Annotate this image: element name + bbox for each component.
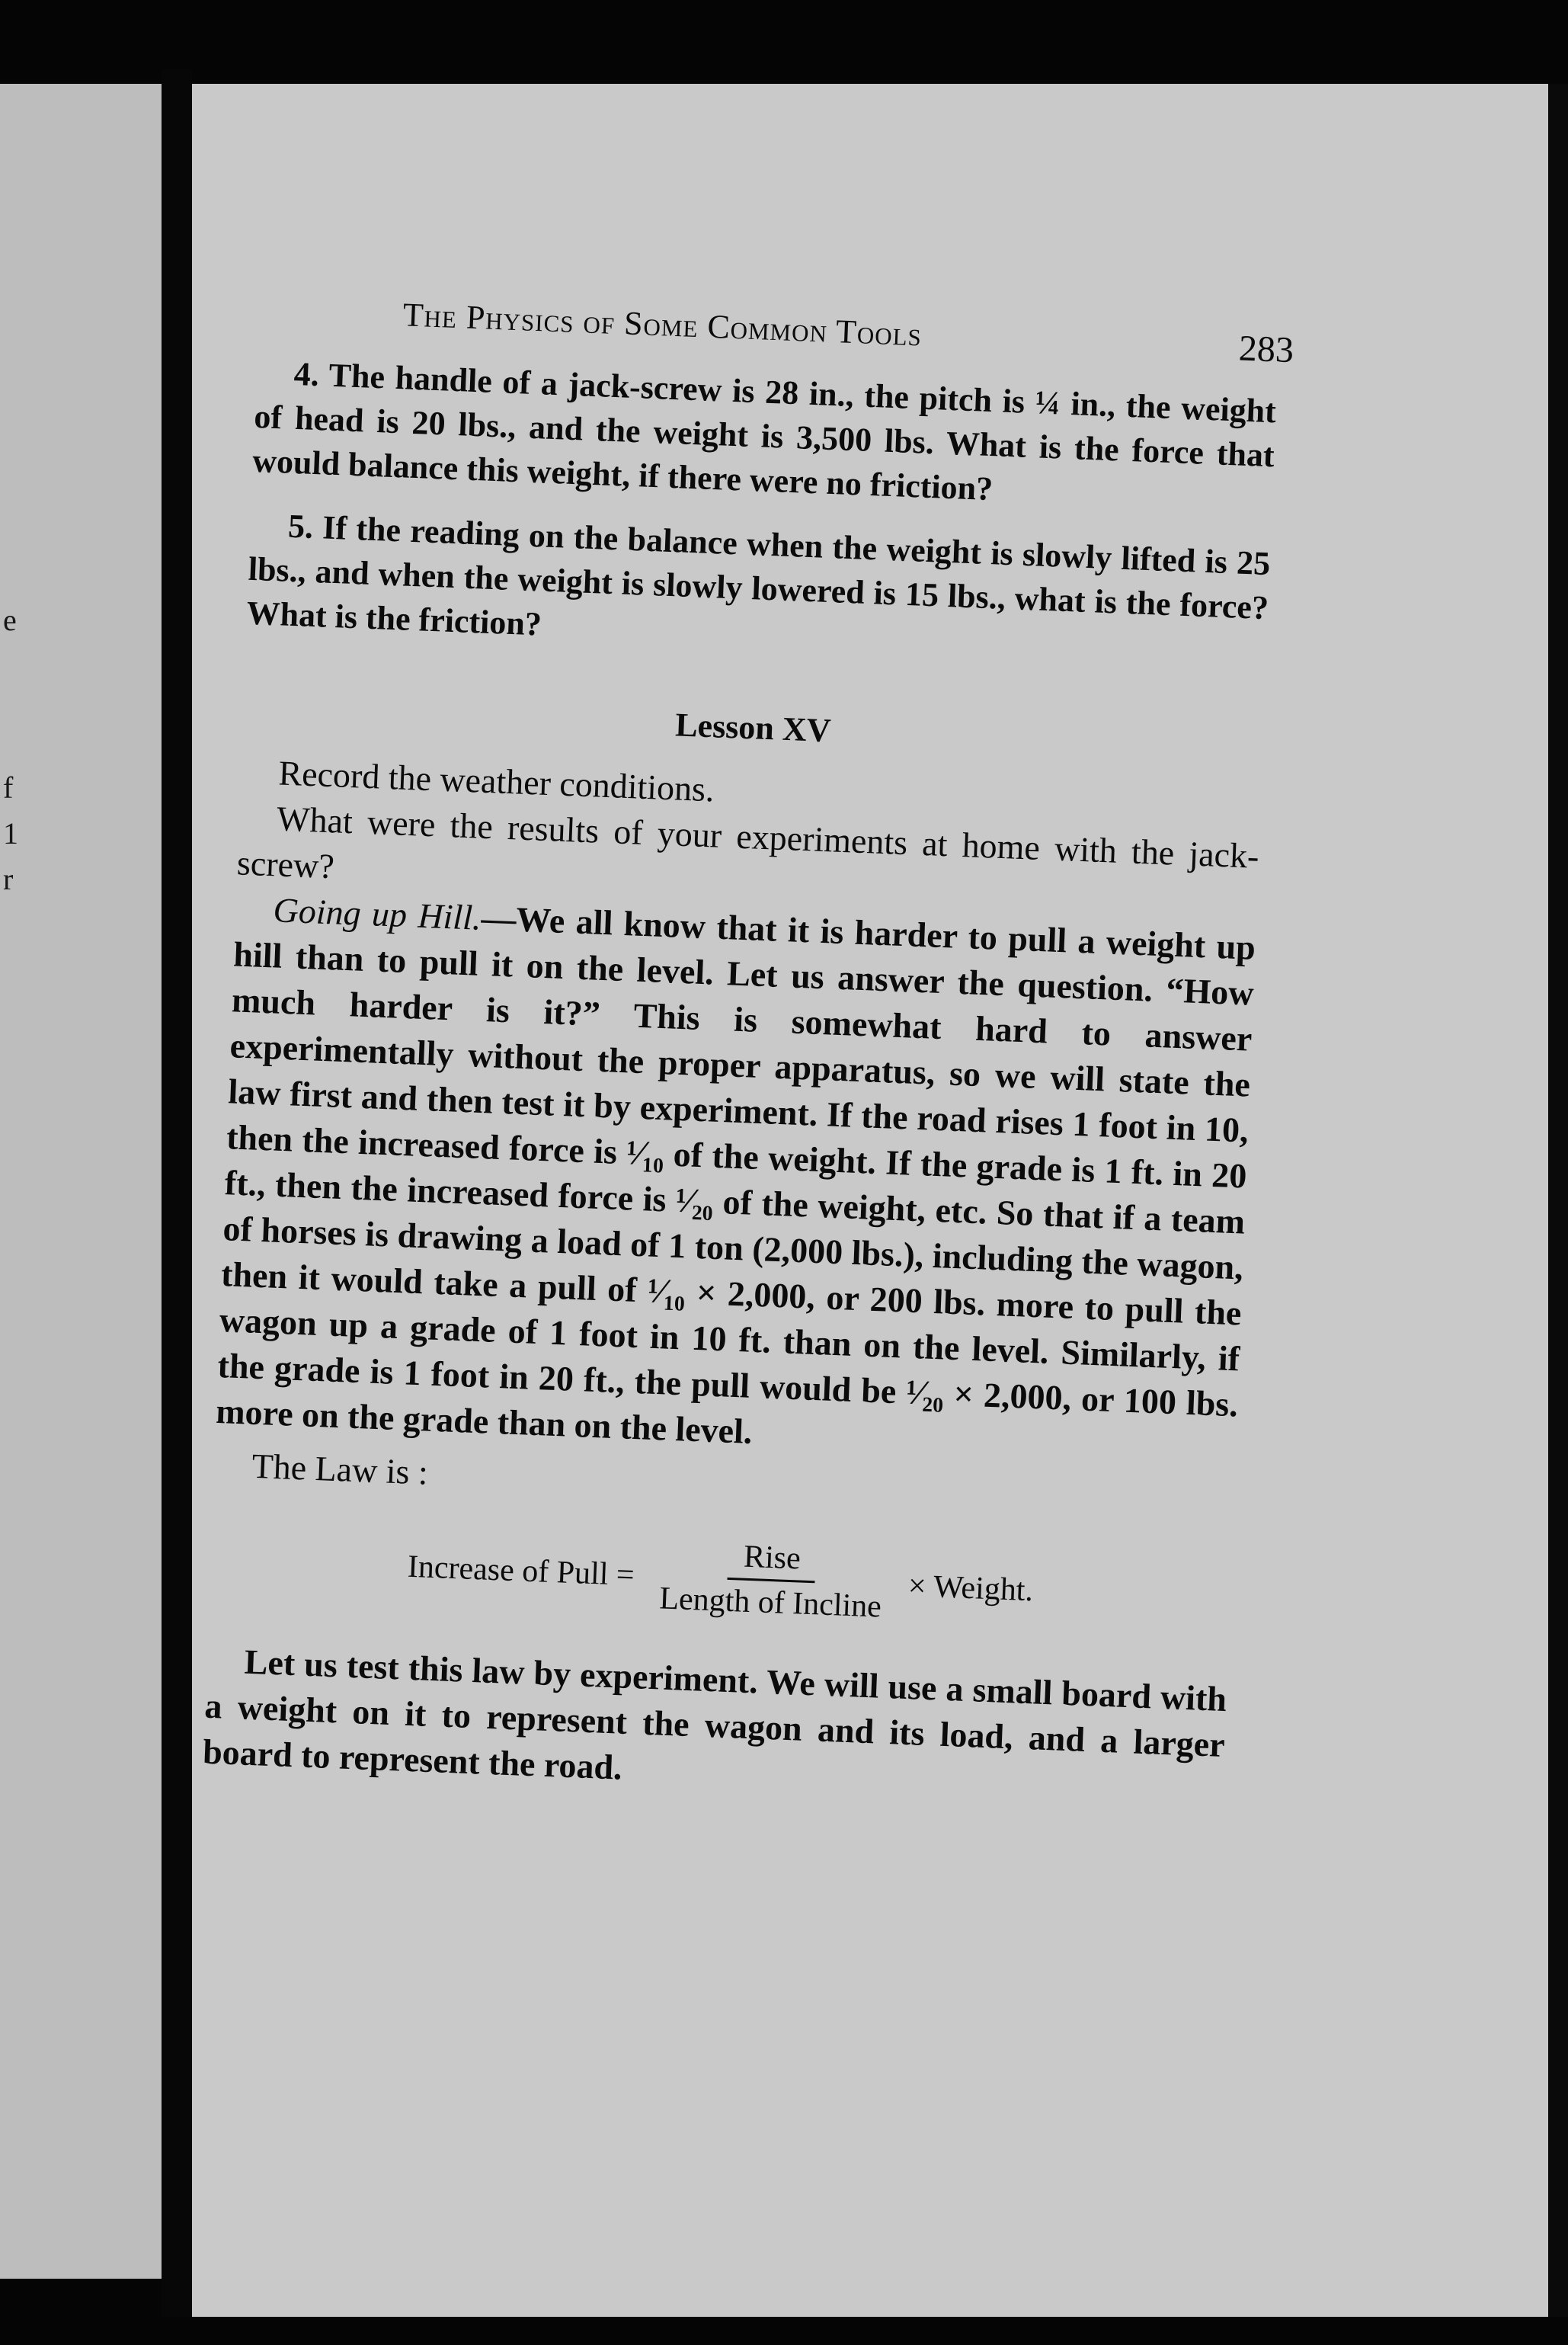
section-text: —We all know that it is harder to pull a weight up hill than to pull it on the level. Let us answer the question. “How much harder is it?” This is somewhat hard to answer experimentally without the proper apparatus, so we will state the law first and then test it by experiment. If the road rises 1 foot in 10, then the increased force is ¹⁄₁₀ of the weight. If the grade is 1 ft. in 20 ft., then the increased force is ¹⁄₂₀ of the weight, etc. So that if a team of horses is drawing a load of 1 ton (2,000 lbs.), including the wagon, then it would take a pull of ¹⁄₁₀ × 2,000, or 200 lbs. more to pull the wagon up a grade of 1 foot in 10 ft. than on the level. Similarly, if the grade is 1 foot in 20 ft., the pull would be ¹⁄₂₀ × 2,000, or 100 lbs. more on the grade than on the level.: [215, 898, 1256, 1451]
problem-5: [246, 503, 1272, 674]
left-edge-letter: f: [3, 770, 14, 805]
problem-text: The handle of a jack-screw is 28 in., the pitch is ¼ in., the weight of head is 20 lbs., and the weight is 3,500 lbs. What is the force that would balance this weight, if there were no friction?: [251, 356, 1277, 508]
section-title: Going up Hill.: [272, 890, 482, 937]
formula-numerator: Rise: [728, 1538, 817, 1583]
left-edge-letter: 1: [3, 816, 18, 851]
problem-number: 4.: [293, 354, 320, 394]
page-number: 283: [1237, 328, 1294, 371]
closing-paragraph: Let us test this law by experiment. We will use a small board with a weight on it to represent the wagon and its load, and a larger board to represent the road.: [202, 1642, 1227, 1787]
formula-fraction: [644, 1535, 899, 1626]
formula-lhs: Increase of Pull =: [407, 1549, 635, 1593]
page-text-block: [202, 290, 1294, 1814]
running-head-title: The Physics of Some Common Tools: [402, 296, 923, 354]
law-intro: The Law is :: [251, 1446, 429, 1492]
lesson-line-weather: Record the weather conditions.: [277, 753, 715, 809]
left-page-edge: [0, 84, 162, 2279]
left-edge-letter: r: [3, 862, 14, 896]
book-gutter: [162, 69, 192, 2317]
lesson-line-results: What were the results of your experiments at home with the jack-screw?: [236, 799, 1260, 886]
lesson-heading: Lesson XV: [674, 706, 832, 750]
law-formula: [209, 1518, 1232, 1639]
problem-text: If the reading on the balance when the weight is slowly lifted is 25 lbs., and when the weight is slowly lowered is 15 lbs., what is the force? What is the friction?: [245, 508, 1272, 643]
problem-number: 5.: [287, 507, 315, 546]
formula-denominator: Length of Incline: [658, 1581, 882, 1625]
formula-rhs: × Weight.: [907, 1568, 1034, 1608]
right-page-border: [1548, 84, 1568, 2317]
going-up-hill-paragraph: [215, 886, 1256, 1473]
left-edge-letter: e: [3, 603, 17, 637]
